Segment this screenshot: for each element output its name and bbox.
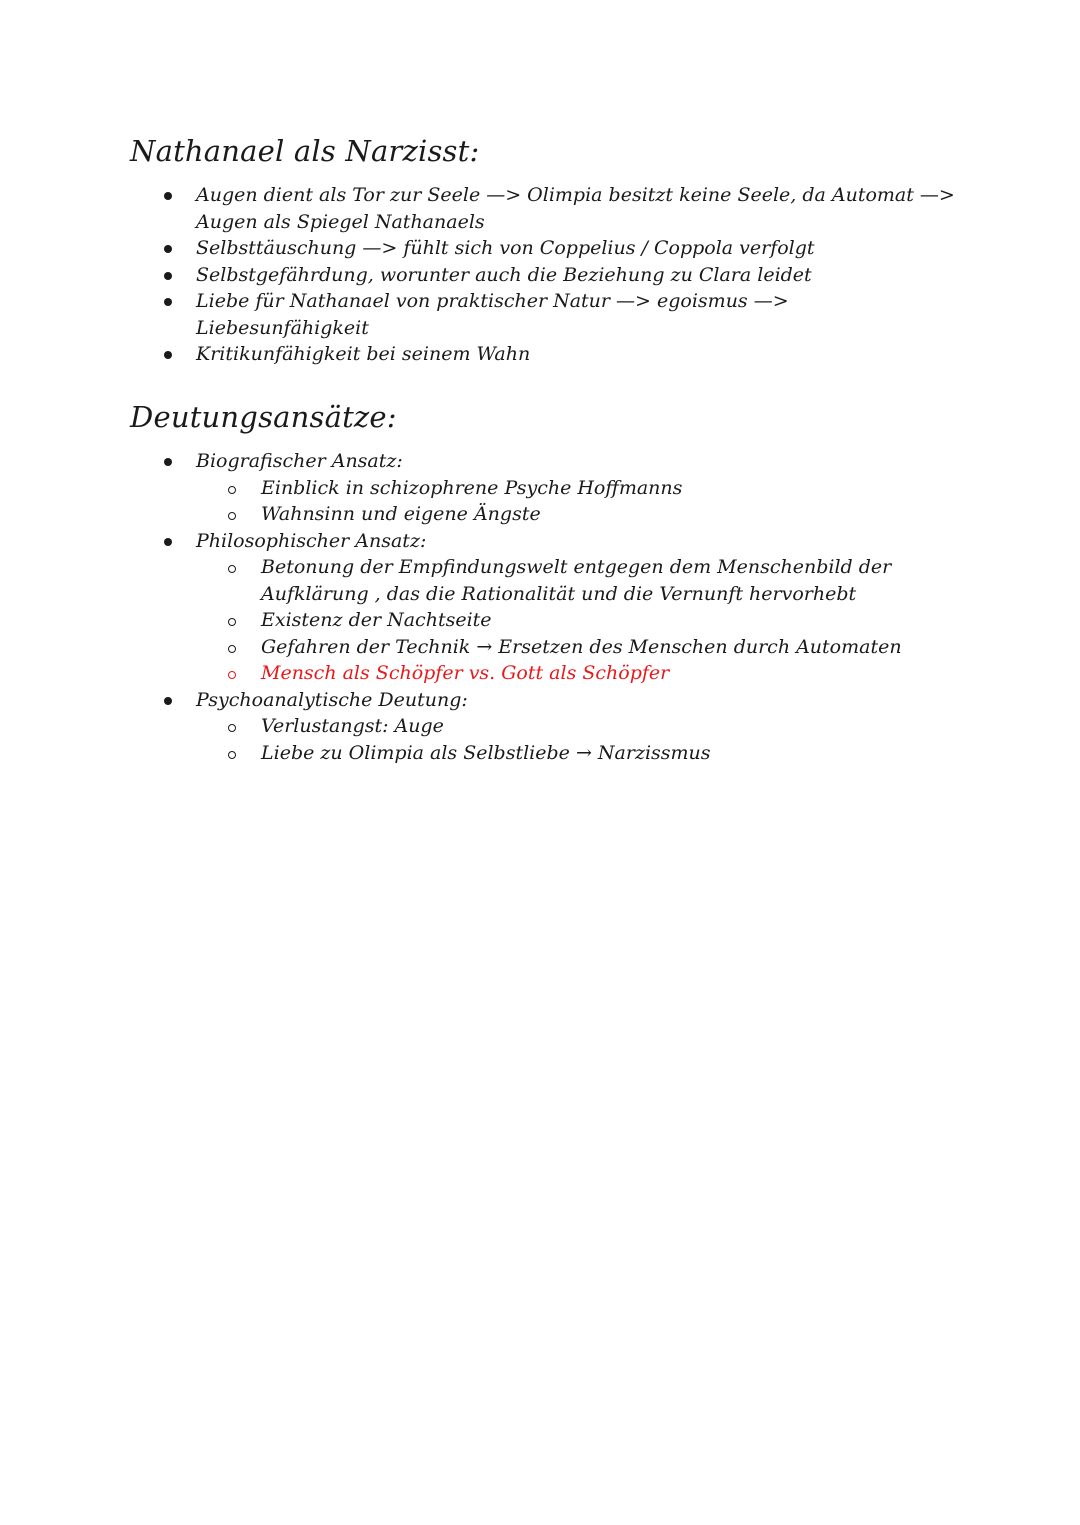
list-subitem: Verlustangst: Auge [0, 713, 961, 740]
list-subitem: Betonung der Empfindungswelt entgegen dem Menschenbild der Aufklärung , das die Rationalität und die Vernunft hervorhebt [0, 554, 961, 607]
list-item: Liebe für Nathanael von praktischer Natur —> egoismus —> Liebesunfähigkeit [0, 288, 956, 341]
bullet-disc-icon [164, 245, 172, 253]
bullet-circle-icon [228, 645, 236, 653]
list-item-group-label: Biografischer Ansatz: [0, 448, 956, 475]
deutung-bullet-list [0, 448, 1080, 766]
list-item: Augen dient als Tor zur Seele —> Olimpia besitzt keine Seele, da Automat —> Augen als Spiegel Nathanaels [0, 182, 956, 235]
bullet-disc-icon [164, 538, 172, 546]
bullet-disc-icon [164, 458, 172, 466]
bullet-circle-icon [228, 486, 236, 494]
narzisst-bullet-list [0, 182, 1080, 368]
list-subitem: Liebe zu Olimpia als Selbstliebe → Narzissmus [0, 740, 961, 767]
list-item: Selbsttäuschung —> fühlt sich von Coppelius / Coppola verfolgt [0, 235, 956, 262]
list-subitem: Einblick in schizophrene Psyche Hoffmanns [0, 475, 961, 502]
list-item-group-label: Psychoanalytische Deutung: [0, 687, 956, 714]
list-subitem: Gefahren der Technik → Ersetzen des Menschen durch Automaten [0, 634, 961, 661]
bullet-disc-icon [164, 272, 172, 280]
list-item: Kritikunfähigkeit bei seinem Wahn [0, 341, 956, 368]
list-subitem-highlighted: Mensch als Schöpfer vs. Gott als Schöpfer [0, 660, 961, 687]
heading-deutungsansaetze: Deutungsansätze: [130, 400, 397, 434]
bullet-disc-icon [164, 298, 172, 306]
list-item: Selbstgefährdung, worunter auch die Beziehung zu Clara leidet [0, 262, 956, 289]
bullet-circle-icon [228, 512, 236, 520]
bullet-circle-icon [228, 751, 236, 759]
list-item-group-label: Philosophischer Ansatz: [0, 528, 956, 555]
bullet-circle-icon [228, 671, 236, 679]
bullet-circle-icon [228, 618, 236, 626]
list-subitem: Existenz der Nachtseite [0, 607, 961, 634]
bullet-disc-icon [164, 697, 172, 705]
bullet-disc-icon [164, 351, 172, 359]
bullet-disc-icon [164, 192, 172, 200]
list-subitem: Wahnsinn und eigene Ängste [0, 501, 961, 528]
bullet-circle-icon [228, 724, 236, 732]
bullet-circle-icon [228, 565, 236, 573]
heading-nathanael-als-narzisst: Nathanael als Narzisst: [130, 134, 480, 168]
